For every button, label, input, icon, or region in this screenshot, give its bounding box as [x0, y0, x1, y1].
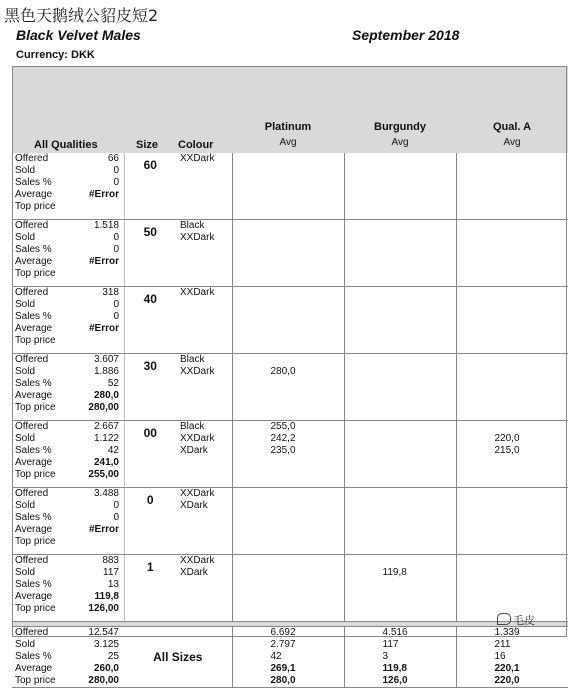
quality-values-platinum: [232, 153, 344, 220]
avg-price: 280,0: [270, 366, 296, 377]
avg-price: [383, 555, 456, 567]
header-colour: [176, 66, 232, 153]
report-title: Black Velvet Males: [16, 27, 141, 43]
quality-stats: [12, 153, 124, 220]
stat-value: 42: [107, 445, 119, 456]
all-sizes-label: All Sizes: [124, 627, 232, 688]
colour-item: XXDark: [180, 232, 215, 243]
header-platinum: [232, 66, 344, 153]
stat-value: 0: [113, 299, 119, 310]
all-qualities-label: All Qualities: [34, 139, 98, 151]
stat-value: 25: [107, 651, 119, 662]
quality-values-qual-a: [456, 354, 568, 421]
avg-price: [271, 354, 344, 366]
stat-value: #Error: [88, 256, 119, 267]
quality-values-qual-a: [456, 220, 568, 287]
stat-label: Offered: [15, 220, 49, 231]
stat-label: Top price: [15, 469, 56, 480]
size-value: 40: [124, 287, 176, 354]
stat-value: 3.488: [93, 488, 119, 499]
quality-values-qual-a: [456, 287, 568, 354]
totals-burgundy: [344, 627, 456, 688]
quality-values-burgundy: [344, 354, 456, 421]
stat-label: Sold: [15, 299, 36, 310]
watermark: [497, 612, 535, 628]
avg-price: 215,0: [494, 445, 520, 456]
stat-label: Top price: [15, 603, 56, 614]
colour-item: XDark: [180, 500, 208, 511]
totals-stats: [12, 627, 124, 688]
size-row: [12, 555, 568, 622]
quality-values-qual-a: [456, 153, 568, 220]
stat-label: Sales %: [15, 244, 52, 255]
avg-price: 242,2: [270, 433, 296, 444]
total-value: 2.797: [270, 639, 296, 650]
stat-label: Sold: [15, 366, 36, 377]
colour-item: XXDark: [180, 287, 215, 298]
quality-values-platinum: [232, 421, 344, 488]
size-value: 1: [124, 555, 176, 622]
total-value: 117: [382, 639, 399, 650]
quality-values-burgundy: [344, 421, 456, 488]
colour-item: Black: [180, 220, 205, 231]
stat-label: Offered: [15, 287, 49, 298]
colour-list: [176, 153, 232, 220]
avg-price: 119,8: [382, 567, 407, 578]
total-value: 3: [382, 651, 389, 662]
quality-stats: [12, 555, 124, 622]
quality-avg: Avg: [391, 137, 409, 148]
total-value: 1.339: [494, 627, 520, 638]
colour-item: Black: [180, 354, 205, 365]
header-qual-a: [456, 66, 568, 153]
size-value: 0: [124, 488, 176, 555]
avg-price: 255,0: [270, 421, 296, 432]
quality-values-burgundy: [344, 488, 456, 555]
avg-price: 235,0: [270, 445, 296, 456]
stat-value: 126,00: [88, 603, 119, 614]
stat-label: Average: [15, 457, 53, 468]
quality-avg: Avg: [503, 137, 521, 148]
quality-values-burgundy: [344, 287, 456, 354]
size-value: 00: [124, 421, 176, 488]
stat-value: 0: [113, 232, 119, 243]
stat-value: 1.886: [93, 366, 119, 377]
colour-list: [176, 287, 232, 354]
total-value: 211: [494, 639, 511, 650]
stat-label: Offered: [15, 627, 49, 638]
colour-item: Black: [180, 421, 205, 432]
stat-value: 13: [107, 579, 119, 590]
header-all-qualities: [12, 66, 124, 153]
stat-value: 318: [102, 287, 119, 298]
stat-label: Average: [15, 323, 53, 334]
quality-values-platinum: [232, 354, 344, 421]
stat-label: Offered: [15, 421, 49, 432]
stat-label: Average: [15, 663, 53, 674]
stat-label: Sales %: [15, 512, 52, 523]
stat-value: 280,0: [93, 390, 119, 401]
stat-label: Sold: [15, 639, 36, 650]
stat-label: Offered: [15, 488, 49, 499]
stat-label: Average: [15, 390, 53, 401]
stat-label: Offered: [15, 354, 49, 365]
colour-list: [176, 488, 232, 555]
stat-value: 0: [113, 165, 119, 176]
stat-value: 241,0: [93, 457, 119, 468]
stat-value: 66: [107, 153, 119, 164]
size-value: 50: [124, 220, 176, 287]
totals-qual-a: [456, 627, 568, 688]
quality-values-platinum: [232, 287, 344, 354]
stat-value: 119,8: [94, 591, 119, 602]
size-value: 60: [124, 153, 176, 220]
stat-label: Top price: [15, 268, 56, 279]
stat-value: 0: [113, 177, 119, 188]
size-row: [12, 153, 568, 220]
quality-name: Qual. A: [492, 121, 532, 133]
stat-value: 280,00: [88, 402, 119, 413]
total-value: 280,0: [270, 675, 296, 686]
quality-stats: [12, 488, 124, 555]
stat-value: 52: [107, 378, 119, 389]
quality-name: Burgundy: [374, 121, 426, 133]
total-value: 126,0: [382, 675, 408, 686]
stat-label: Sales %: [15, 579, 52, 590]
stat-value: 280,00: [88, 675, 119, 686]
quality-values-platinum: [232, 220, 344, 287]
stat-label: Sales %: [15, 378, 52, 389]
stat-value: #Error: [88, 189, 119, 200]
size-row: [12, 354, 568, 421]
stat-value: 3.607: [93, 354, 119, 365]
stat-value: 255,00: [88, 469, 119, 480]
currency-label: Currency: DKK: [16, 49, 95, 61]
colour-label: Colour: [178, 139, 214, 151]
size-row: [12, 488, 568, 555]
header-burgundy: [344, 66, 456, 153]
stat-label: Sold: [15, 433, 36, 444]
size-label: Size: [136, 139, 159, 151]
stat-value: 0: [113, 244, 119, 255]
stat-value: 0: [113, 311, 119, 322]
colour-list: [176, 354, 232, 421]
stat-value: 12.547: [88, 627, 119, 638]
quality-values-platinum: [232, 488, 344, 555]
stat-value: 117: [103, 567, 119, 578]
total-value: 16: [494, 651, 506, 662]
colour-list: [176, 421, 232, 488]
quality-avg: Avg: [279, 137, 297, 148]
stat-label: Sales %: [15, 651, 52, 662]
stat-value: #Error: [88, 323, 119, 334]
stat-value: 0: [113, 500, 119, 511]
total-value: 6.692: [270, 627, 296, 638]
stat-value: 3.125: [93, 639, 119, 650]
quality-values-burgundy: [344, 555, 456, 622]
stat-label: Top price: [15, 201, 56, 212]
stat-label: Average: [15, 591, 53, 602]
avg-price: [495, 421, 569, 433]
total-value: 119,8: [382, 663, 407, 674]
totals-row: [12, 627, 568, 688]
total-value: 220,0: [494, 675, 520, 686]
stat-value: 1.122: [93, 433, 119, 444]
stat-label: Sales %: [15, 445, 52, 456]
total-value: 42: [270, 651, 282, 662]
stat-label: Top price: [15, 536, 56, 547]
stat-label: Top price: [15, 675, 56, 686]
stat-label: Offered: [15, 153, 49, 164]
totals-platinum: [232, 627, 344, 688]
stat-label: Offered: [15, 555, 49, 566]
stat-value: [74, 268, 122, 280]
quality-values-burgundy: [344, 153, 456, 220]
quality-stats: [12, 354, 124, 421]
quality-values-qual-a: [456, 488, 568, 555]
stat-value: 260,0: [93, 663, 119, 674]
stat-label: Sales %: [15, 177, 52, 188]
stat-label: Average: [15, 256, 53, 267]
stat-label: Sales %: [15, 311, 52, 322]
quality-stats: [12, 287, 124, 354]
stat-value: 1.518: [93, 220, 119, 231]
quality-name: Platinum: [264, 121, 312, 133]
quality-stats: [12, 421, 124, 488]
quality-values-platinum: [232, 555, 344, 622]
stat-value: 883: [102, 555, 119, 566]
stat-label: Sold: [15, 567, 36, 578]
size-row: [12, 287, 568, 354]
caption: 黑色天鹅绒公貂皮短2: [4, 6, 159, 25]
colour-item: XDark: [180, 567, 208, 578]
total-value: 220,1: [494, 663, 520, 674]
watermark-text: 毛皮: [513, 614, 535, 627]
stat-label: Top price: [15, 335, 56, 346]
colour-item: XXDark: [180, 433, 215, 444]
colour-list: [176, 220, 232, 287]
stat-value: [74, 335, 122, 347]
chat-bubble-icon: [497, 613, 511, 625]
stat-value: 2.667: [93, 421, 119, 432]
avg-price: 220,0: [494, 433, 520, 444]
colour-item: XXDark: [180, 488, 215, 499]
stat-value: #Error: [88, 524, 119, 535]
stat-label: Sold: [15, 232, 36, 243]
total-value: 4.516: [382, 627, 408, 638]
price-table: [12, 66, 568, 688]
quality-stats: [12, 220, 124, 287]
size-value: 30: [124, 354, 176, 421]
report-date: September 2018: [352, 27, 460, 43]
quality-values-qual-a: [456, 421, 568, 488]
stat-label: Top price: [15, 402, 56, 413]
quality-values-burgundy: [344, 220, 456, 287]
colour-item: XXDark: [180, 366, 215, 377]
header-size: [124, 66, 176, 153]
stat-value: [74, 536, 122, 548]
size-row: [12, 421, 568, 488]
stat-label: Average: [15, 189, 53, 200]
stat-value: [74, 201, 122, 213]
colour-list: [176, 555, 232, 622]
stat-value: 0: [113, 512, 119, 523]
colour-item: XXDark: [180, 153, 215, 164]
stat-label: Average: [15, 524, 53, 535]
colour-item: XDark: [180, 445, 208, 456]
colour-item: XXDark: [180, 555, 215, 566]
size-row: [12, 220, 568, 287]
stat-label: Sold: [15, 165, 36, 176]
total-value: 269,1: [270, 663, 296, 674]
stat-label: Sold: [15, 500, 36, 511]
